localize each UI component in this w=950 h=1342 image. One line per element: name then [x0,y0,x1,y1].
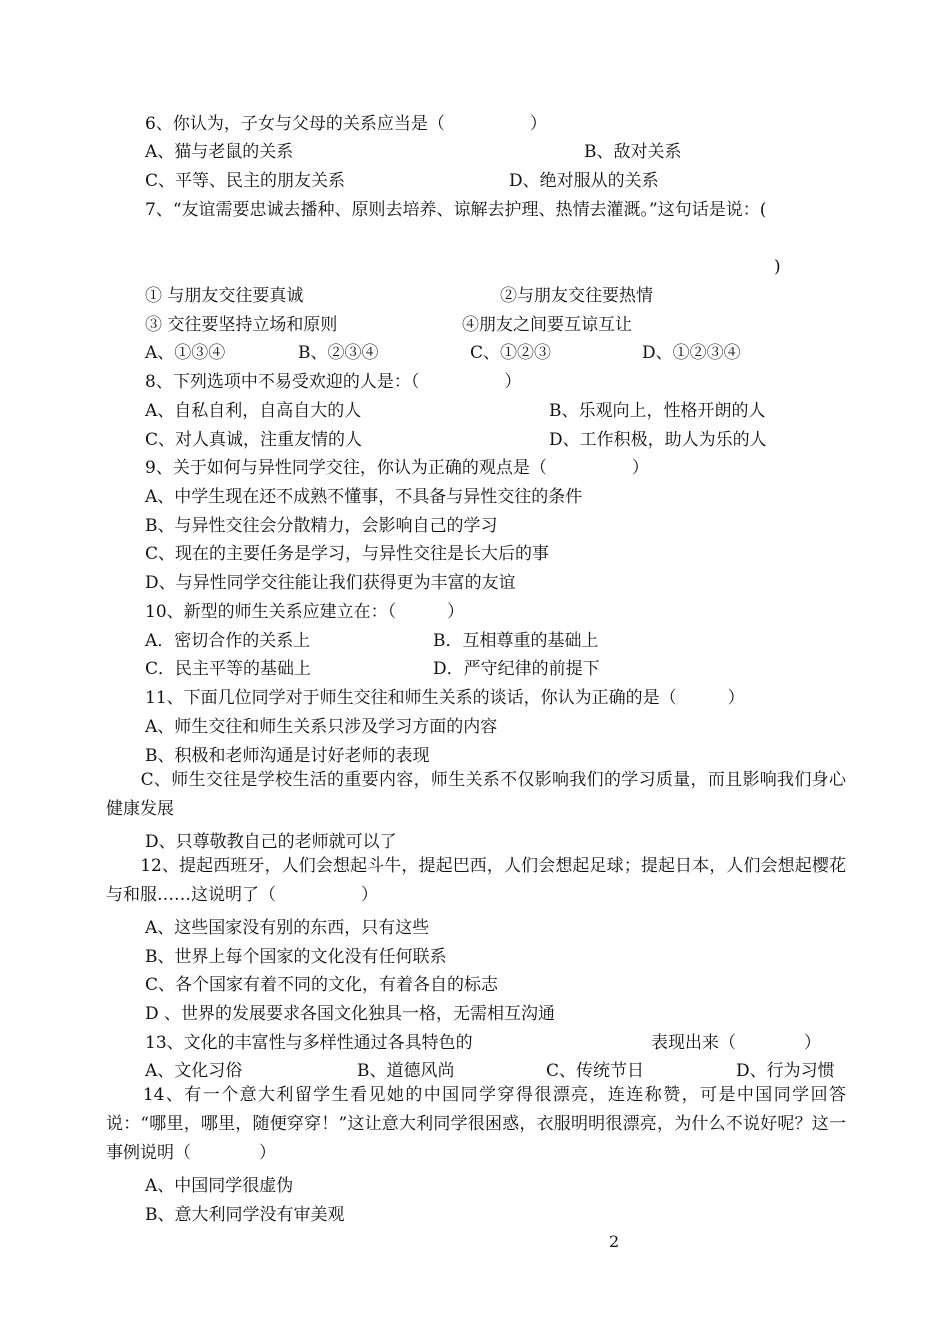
text-line: B、道德风尚 [357,1061,455,1081]
text-line: 13、文化的丰富性与多样性通过各具特色的 [145,1033,473,1053]
text-line: B．互相尊重的基础上 [433,631,599,651]
text-line: B、意大利同学没有审美观 [145,1205,345,1225]
text-line: A、师生交往和师生关系只涉及学习方面的内容 [145,717,498,737]
text-line: A、中学生现在还不成熟不懂事，不具备与异性交往的条件 [145,487,583,507]
text-line: C、对人真诚，注重友情的人 [145,430,363,450]
text-line: 表现出来（ ） [651,1033,821,1053]
text-line: D、行为习惯 [736,1061,835,1081]
text-line: 6、你认为，子女与父母的关系应当是（ ） [145,114,547,134]
text-line: D 、世界的发展要求各国文化独具一格，无需相互沟通 [145,1004,556,1024]
question-paragraph: 12、提起西班牙，人们会想起斗牛，提起巴西，人们会想起足球；提起日本，人们会想起樱花与和服……这说明了（ ） [106,856,846,905]
text-line: B、世界上每个国家的文化没有任何联系 [145,947,447,967]
text-line: D、绝对服从的关系 [509,171,659,191]
text-line: C．民主平等的基础上 [145,659,312,679]
text-line: 8、下列选项中不易受欢迎的人是：（ ） [145,372,522,392]
text-line: D．严守纪律的前提下 [433,659,600,679]
text-line: 7、“友谊需要忠诚去播种、原则去培养、谅解去护理、热情去灌溉。”这句话是说：( [145,200,767,220]
text-line: A、猫与老鼠的关系 [145,142,294,162]
text-line: A、中国同学很虚伪 [145,1176,294,1196]
text-line: C、传统节日 [546,1061,645,1081]
text-line: A、①③④ [145,343,226,363]
text-line: B、与异性交往会分散精力，会影响自己的学习 [145,516,498,536]
text-line: C、各个国家有着不同的文化，有着各自的标志 [145,975,499,995]
text-line: A、这些国家没有别的东西，只有这些 [145,918,430,938]
text-line: ④朋友之间要互谅互让 [462,315,632,335]
text-line: 9、关于如何与异性同学交往，你认为正确的观点是（ ） [145,458,649,478]
text-line: 10、新型的师生关系应建立在：（ ） [145,602,465,622]
text-line: ① 与朋友交往要真诚 [145,286,304,306]
text-line: ②与朋友交往要热情 [500,286,653,306]
text-line: D、只尊敬教自己的老师就可以了 [145,832,397,852]
text-line: B、敌对关系 [584,142,682,162]
page-number: 2 [609,1232,620,1251]
text-line: A．密切合作的关系上 [145,631,311,651]
text-line: A、文化习俗 [145,1061,243,1081]
text-line: 11、下面几位同学对于师生交往和师生关系的谈话，你认为正确的是（ ） [145,688,745,708]
text-line: D、与异性同学交往能让我们获得更为丰富的友谊 [145,573,516,593]
text-line: D、工作积极，助人为乐的人 [549,430,767,450]
text-line: C、①②③ [470,343,552,363]
text-line: A、自私自利，自高自大的人 [145,401,362,421]
text-line: ) [774,257,781,277]
text-line: B、积极和老师沟通是讨好老师的表现 [145,746,430,766]
question-paragraph: C、师生交往是学校生活的重要内容，师生关系不仅影响我们的学习质量，而且影响我们身心健康发展 [106,770,846,819]
text-line: D、①②③④ [642,343,741,363]
text-line: ③ 交往要坚持立场和原则 [145,315,338,335]
question-paragraph: 14、有一个意大利留学生看见她的中国同学穿得很漂亮，连连称赞，可是中国同学回答说：“哪里，哪里，随便穿穿！”这让意大利同学很困惑，衣服明明很漂亮，为什么不说好呢？这一事例说明（ ） [106,1085,846,1163]
text-line: B、乐观向上，性格开朗的人 [549,401,766,421]
text-line: C、平等、民主的朋友关系 [145,171,346,191]
text-line: B、②③④ [298,343,379,363]
text-line: C、现在的主要任务是学习，与异性交往是长大后的事 [145,544,550,564]
